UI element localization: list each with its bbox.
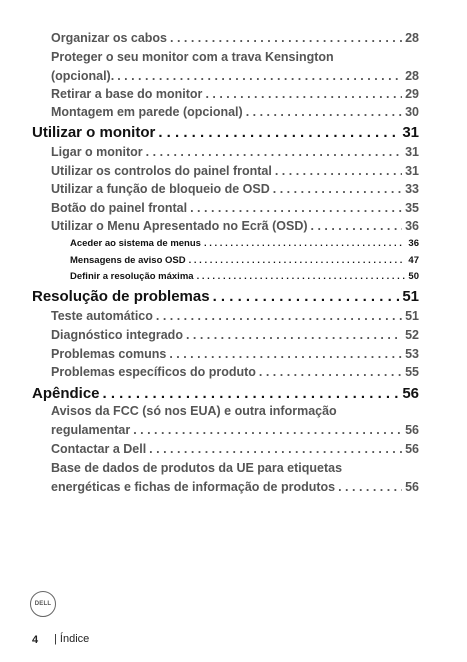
dot-leader xyxy=(205,87,402,101)
toc-entry-problemas-especificos[interactable] xyxy=(51,365,419,379)
toc-entry-page: 55 xyxy=(405,365,419,379)
toc-entry-title-line1: Base de dados de produtos da UE para etiquetas xyxy=(51,461,343,475)
dot-leader xyxy=(273,182,402,196)
toc-entry-page: 33 xyxy=(405,182,419,196)
toc-entry-page: 31 xyxy=(405,164,419,178)
dot-leader xyxy=(117,69,402,83)
dell-logo xyxy=(30,591,56,617)
dot-leader xyxy=(259,365,402,379)
toc-entry-page: 51 xyxy=(405,309,419,323)
dot-leader xyxy=(156,309,402,323)
toc-section-title: Utilizar o monitor xyxy=(32,124,156,141)
dot-leader xyxy=(146,145,402,159)
footer-section-label xyxy=(54,633,89,645)
toc-entry-title: Botão do painel frontal xyxy=(51,201,188,215)
toc-section-apendice[interactable] xyxy=(32,385,419,402)
toc-subentry-title: Aceder ao sistema de menus xyxy=(70,238,201,249)
dot-leader xyxy=(197,271,406,282)
toc-entry-title: Organizar os cabos xyxy=(51,31,168,45)
toc-entry-ligar-monitor[interactable] xyxy=(51,145,419,159)
toc-subentry-resolucao-maxima[interactable] xyxy=(70,271,419,282)
toc-entry-title: Problemas comuns xyxy=(51,347,167,361)
dot-leader xyxy=(103,385,400,402)
toc-entry-title: Ligar o monitor xyxy=(51,145,143,159)
dot-leader xyxy=(311,219,403,233)
toc-entry-page: 28 xyxy=(405,69,419,83)
toc-section-title: Resolução de problemas xyxy=(32,288,210,305)
footer-section: Índice xyxy=(59,633,90,645)
toc-section-page: 56 xyxy=(402,385,419,402)
toc-entry-problemas-comuns[interactable] xyxy=(51,347,419,361)
dot-leader xyxy=(246,105,402,119)
toc-entry-title: Teste automático xyxy=(51,309,153,323)
toc-section-page: 51 xyxy=(402,288,419,305)
toc-section-title: Apêndice xyxy=(32,385,100,402)
toc-entry-bloqueio-osd[interactable] xyxy=(51,182,419,196)
toc-entry-title: Utilizar os controlos do painel frontal xyxy=(51,164,272,178)
toc-entry-page: 29 xyxy=(405,87,419,101)
dell-logo-text: DELL xyxy=(34,601,52,607)
toc-subentry-page: 36 xyxy=(408,238,419,249)
toc-entry-kensington[interactable] xyxy=(51,69,419,83)
toc-entry-diagnostico[interactable] xyxy=(51,328,419,342)
toc-entry-title: Diagnóstico integrado xyxy=(51,328,183,342)
toc-entry-retirar-base[interactable] xyxy=(51,87,419,101)
toc-entry-menu-osd[interactable] xyxy=(51,219,419,233)
toc-entry-page: 36 xyxy=(405,219,419,233)
toc-entry-title: Contactar a Dell xyxy=(51,442,147,456)
dot-leader xyxy=(170,31,402,45)
toc-section-page: 31 xyxy=(402,124,419,141)
toc-section-resolucao-problemas[interactable] xyxy=(32,288,419,305)
dot-leader xyxy=(275,164,402,178)
toc-entry-contactar-dell[interactable] xyxy=(51,442,419,456)
toc-entry-title: Montagem em parede (opcional) xyxy=(51,105,243,119)
toc-subentry-aceder-menus[interactable] xyxy=(70,238,419,249)
dot-leader xyxy=(158,124,399,141)
toc-subentry-page: 50 xyxy=(408,271,419,282)
toc-entry-page: 35 xyxy=(405,201,419,215)
dot-leader xyxy=(190,201,402,215)
toc-entry-title: (opcional). xyxy=(51,69,115,83)
toc-entry-page: 56 xyxy=(405,442,419,456)
toc-section-utilizar-monitor[interactable] xyxy=(32,124,419,141)
footer-page-number: 4 xyxy=(32,634,39,646)
toc-entry-title: Utilizar a função de bloqueio de OSD xyxy=(51,182,270,196)
dot-leader xyxy=(169,347,402,361)
toc-entry-title: energéticas e fichas de informação de produtos xyxy=(51,480,336,494)
toc-entry-title: Utilizar o Menu Apresentado no Ecrã (OSD) xyxy=(51,219,308,233)
dot-leader xyxy=(189,255,406,266)
dot-leader xyxy=(213,288,400,305)
toc-entry-page: 52 xyxy=(405,328,419,342)
toc-subentry-mensagens-aviso[interactable] xyxy=(70,255,419,266)
dot-leader xyxy=(338,480,402,494)
dot-leader xyxy=(149,442,402,456)
toc-entry-page: 31 xyxy=(405,145,419,159)
toc-entry-page: 56 xyxy=(405,423,419,437)
toc-entry-montagem-parede[interactable] xyxy=(51,105,419,119)
dot-leader xyxy=(133,423,402,437)
toc-entry-title: Retirar a base do monitor xyxy=(51,87,203,101)
toc-entry-title: Problemas específicos do produto xyxy=(51,365,256,379)
toc-entry-page: 28 xyxy=(405,31,419,45)
toc-entry-page: 30 xyxy=(405,105,419,119)
toc-entry-title: regulamentar xyxy=(51,423,131,437)
toc-entry-base-dados-ue[interactable] xyxy=(51,480,419,494)
toc-subentry-title: Mensagens de aviso OSD xyxy=(70,255,186,266)
dot-leader xyxy=(204,238,405,249)
toc-entry-organizar-cabos[interactable] xyxy=(51,31,419,45)
toc-entry-controlos-painel[interactable] xyxy=(51,164,419,178)
toc-entry-title-line1: Proteger o seu monitor com a trava Kensington xyxy=(51,50,334,64)
toc-entry-page: 56 xyxy=(405,480,419,494)
page-footer xyxy=(32,633,90,646)
toc-subentry-page: 47 xyxy=(408,255,419,266)
footer-separator: | xyxy=(54,633,57,645)
dot-leader xyxy=(186,328,402,342)
toc-entry-title-line1: Avisos da FCC (só nos EUA) e outra informação xyxy=(51,404,337,418)
toc-entry-page: 53 xyxy=(405,347,419,361)
toc-entry-botao-painel[interactable] xyxy=(51,201,419,215)
toc-entry-avisos-fcc[interactable] xyxy=(51,423,419,437)
toc-subentry-title: Definir a resolução máxima xyxy=(70,271,194,282)
toc-entry-teste-automatico[interactable] xyxy=(51,309,419,323)
